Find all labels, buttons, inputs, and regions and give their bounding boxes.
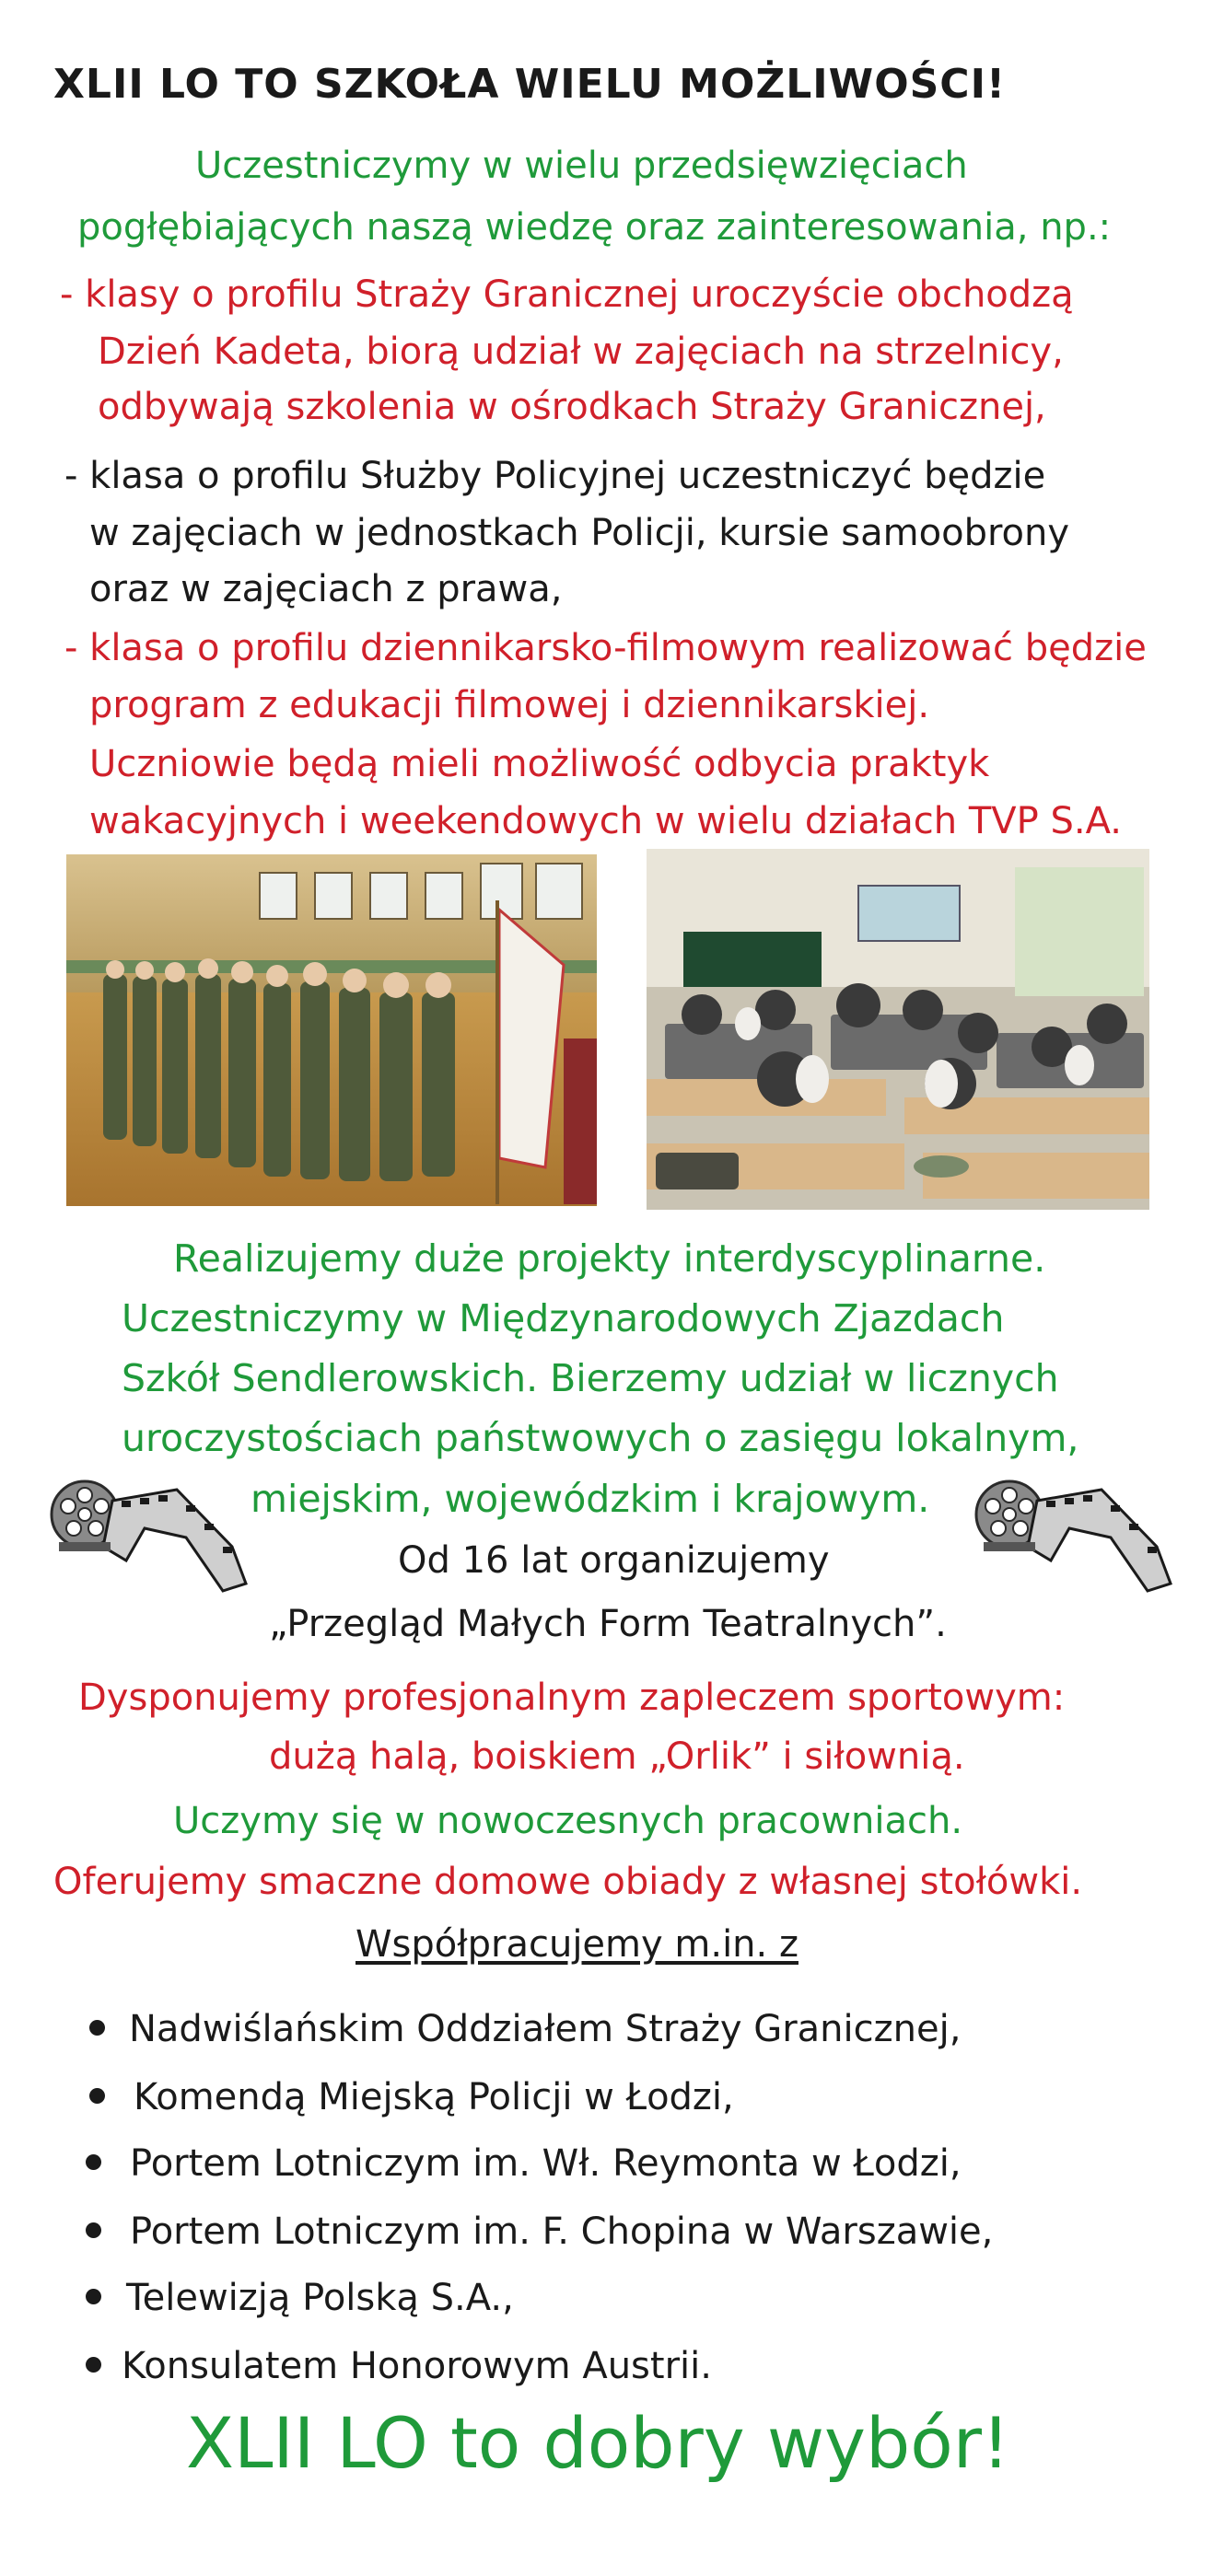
page-title: XLII LO TO SZKOŁA WIELU MOŻLIWOŚCI! <box>53 61 1007 108</box>
sports-line-2: dużą halą, boiskiem „Orlik” i siłownią. <box>269 1735 965 1778</box>
film-class-photo <box>647 849 1149 1210</box>
cadets-ceremony-photo <box>66 854 597 1206</box>
border-guard-line-3: odbywają szkolenia w ośrodkach Straży Granicznej, <box>98 386 1046 428</box>
police-line-2: w zajęciach w jednostkach Policji, kursie samoobrony <box>89 512 1070 554</box>
journalism-line-4: wakacyjnych i weekendowych w wielu działach TVP S.A. <box>89 800 1122 842</box>
partners-heading: Współpracujemy m.in. z <box>356 1923 799 1966</box>
partner-item: Komendą Miejską Policji w Łodzi, <box>134 2076 734 2118</box>
projects-line-5: miejskim, wojewódzkim i krajowym. <box>251 1477 930 1521</box>
projects-line-4: uroczystościach państwowych o zasięgu lokalnym, <box>122 1416 1079 1460</box>
dinner-text: Oferujemy smaczne domowe obiady z własnej stołówki. <box>53 1861 1083 1903</box>
bullet-icon <box>86 2357 101 2373</box>
labs-text: Uczymy się w nowoczesnych pracowniach. <box>173 1800 963 1842</box>
bullet-icon <box>89 2088 105 2104</box>
police-line-1: - klasa o profilu Służby Policyjnej uczestniczyć będzie <box>64 455 1046 497</box>
intro-line-1: Uczestniczymy w wielu przedsięwzięciach <box>195 145 968 187</box>
journalism-line-1: - klasa o profilu dziennikarsko-filmowym realizować będzie <box>64 627 1147 669</box>
closing-slogan: XLII LO to dobry wybór! <box>186 2402 1010 2484</box>
police-line-3: oraz w zajęciach z prawa, <box>89 568 563 610</box>
border-guard-line-1: - klasy o profilu Straży Granicznej uroczyście obchodzą <box>60 273 1074 316</box>
partner-item: Portem Lotniczym im. Wł. Reymonta w Łodzi, <box>130 2142 962 2185</box>
film-reel-icon <box>973 1473 1180 1600</box>
projects-line-3: Szkół Sendlerowskich. Bierzemy udział w licznych <box>122 1356 1059 1400</box>
bullet-icon <box>89 2020 105 2036</box>
partner-item: Telewizją Polską S.A., <box>126 2277 514 2319</box>
theatre-line-1: Od 16 lat organizujemy <box>398 1539 830 1582</box>
projects-line-2: Uczestniczymy w Międzynarodowych Zjazdach <box>122 1296 1005 1340</box>
partner-item: Konsulatem Honorowym Austrii. <box>122 2345 712 2387</box>
intro-line-2: pogłębiających naszą wiedzę oraz zainteresowania, np.: <box>77 206 1112 249</box>
sports-line-1: Dysponujemy profesjonalnym zapleczem sportowym: <box>78 1677 1066 1719</box>
bullet-icon <box>86 2289 101 2304</box>
projects-line-1: Realizujemy duże projekty interdyscyplinarne. <box>173 1236 1046 1281</box>
journalism-line-3: Uczniowie będą mieli możliwość odbycia praktyk <box>89 743 990 785</box>
theatre-line-2: „Przegląd Małych Form Teatralnych”. <box>269 1603 947 1645</box>
bullet-icon <box>86 2154 101 2170</box>
bullet-icon <box>86 2222 101 2238</box>
partner-item: Portem Lotniczym im. F. Chopina w Warszawie, <box>130 2210 994 2253</box>
journalism-line-2: program z edukacji filmowej i dziennikarskiej. <box>89 684 930 726</box>
partner-item: Nadwiślańskim Oddziałem Straży Granicznej, <box>129 2008 962 2050</box>
border-guard-line-2: Dzień Kadeta, biorą udział w zajęciach na strzelnicy, <box>98 331 1064 373</box>
film-reel-icon <box>48 1473 255 1600</box>
